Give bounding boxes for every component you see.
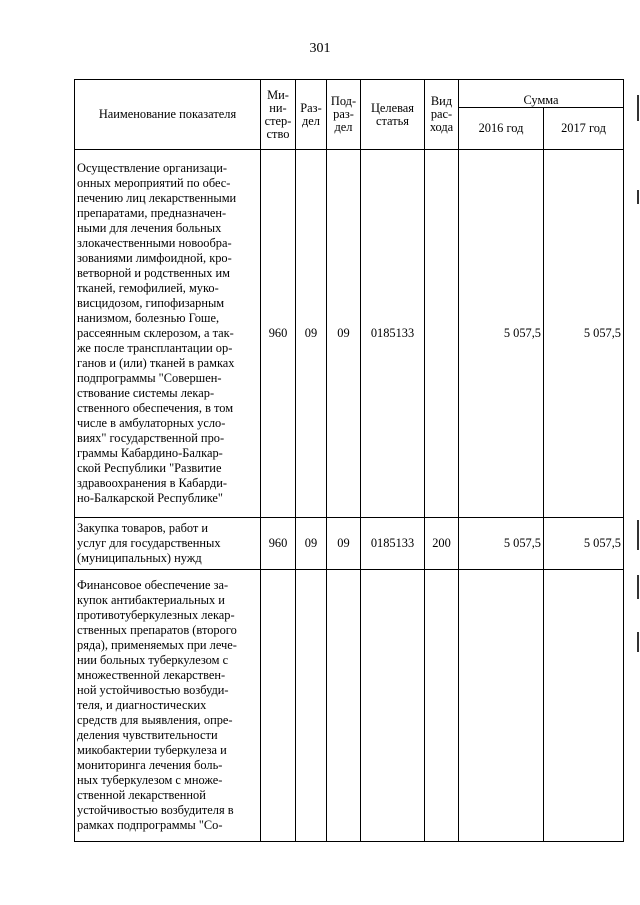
- row-ministry: 960: [261, 150, 296, 518]
- budget-table: [74, 79, 624, 842]
- table-row: [75, 570, 624, 842]
- row-expense-type: [425, 150, 459, 518]
- row-sum-2017: 5 057,5: [544, 518, 624, 570]
- table-row: [75, 150, 624, 518]
- table-row: [75, 518, 624, 570]
- row-target-article: [361, 570, 425, 842]
- row-subsection: 09: [327, 150, 361, 518]
- row-subsection: 09: [327, 518, 361, 570]
- header-year-2017: 2017 год: [544, 108, 624, 150]
- header-ministry: Ми- ни- стер- ство: [261, 80, 296, 150]
- row-name: Закупка товаров, работ и услуг для государственных (муниципальных) нужд: [75, 518, 261, 570]
- header-name: Наименование показателя: [75, 80, 261, 150]
- page-number: 301: [309, 41, 331, 56]
- row-ministry: 960: [261, 518, 296, 570]
- header-subsection: Под- раз- дел: [327, 80, 361, 150]
- row-sum-2016: [459, 570, 544, 842]
- row-expense-type: 200: [425, 518, 459, 570]
- header-year-2016: 2016 год: [459, 108, 544, 150]
- row-name: Финансовое обеспечение за- купок антибактериальных и противотуберкулезных лекар- ственных препаратов (второго ряда), применяемых при лече- нии больных туберкулезом с множественной лекарствен- ной устойчивостью возбуди- теля, и диагностических средств для выявления, опре- деления чувствительности микобактерии туберкулеза и мониторинга лечения боль- ных туберкулезом с множе- ственной лекарственной устойчивостью возбудителя в рамках подпрограммы "Со-: [75, 570, 261, 842]
- scan-edge-marks: [634, 0, 640, 905]
- row-sum-2017: [544, 570, 624, 842]
- row-target-article: 0185133: [361, 518, 425, 570]
- row-target-article: 0185133: [361, 150, 425, 518]
- row-expense-type: [425, 570, 459, 842]
- row-ministry: [261, 570, 296, 842]
- row-sum-2016: 5 057,5: [459, 150, 544, 518]
- row-section: 09: [296, 518, 327, 570]
- header-row-top: [75, 80, 624, 108]
- header-section: Раз- дел: [296, 80, 327, 150]
- row-sum-2017: 5 057,5: [544, 150, 624, 518]
- row-name: Осуществление организаци- онных мероприятий по обес- печению лиц лекарственными препаратами, предназначен- ными для лечения больных злокачественными новообра- зованиями лимфоидной, кро- ветворной и родственных им тканей, гемофилией, муко- висцидозом, гипофизарным нанизмом, болезнью Гоше, рассеянным склерозом, а так- же после трансплантации ор- ганов и (или) тканей в рамках подпрограммы "Совершен- ствование системы лекар- ственного обеспечения, в том числе в амбулаторных усло- виях" государственной про- граммы Кабардино-Балкар- ской Республики "Развитие здравоохранения в Кабарди- но-Балкарской Республике": [75, 150, 261, 518]
- header-expense-type: Вид рас- хода: [425, 80, 459, 150]
- row-section: [296, 570, 327, 842]
- row-subsection: [327, 570, 361, 842]
- row-sum-2016: 5 057,5: [459, 518, 544, 570]
- header-sum: Сумма: [459, 80, 624, 108]
- row-section: 09: [296, 150, 327, 518]
- header-target-article: Целевая статья: [361, 80, 425, 150]
